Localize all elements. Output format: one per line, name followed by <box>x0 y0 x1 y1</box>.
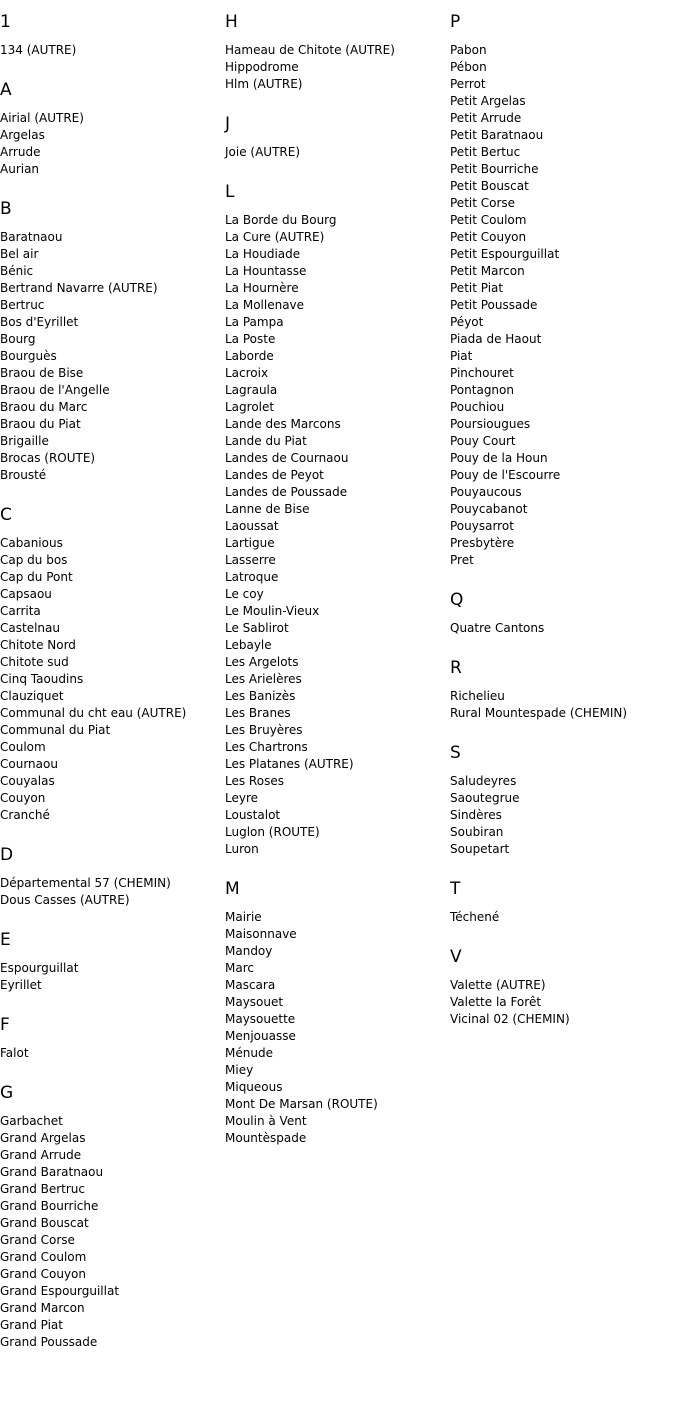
street-list-item[interactable]: Grand Marcon <box>0 1301 85 1315</box>
street-list-item[interactable]: Airial (AUTRE) <box>0 111 84 125</box>
street-list-item[interactable]: Joie (AUTRE) <box>225 145 301 159</box>
street-list-item[interactable]: 134 (AUTRE) <box>0 43 77 57</box>
section-letter-heading: 1 <box>0 12 11 32</box>
street-list-item[interactable]: Cournaou <box>0 757 58 771</box>
section-letter-heading: J <box>225 114 231 134</box>
street-list-item[interactable]: Clauziquet <box>0 689 64 703</box>
street-list-item[interactable]: Pouysarrot <box>450 519 514 533</box>
street-list-item[interactable]: Braou du Piat <box>0 417 81 431</box>
street-list-item[interactable]: Bos d'Eyrillet <box>0 315 79 329</box>
street-list-item[interactable]: Grand Espourguillat <box>0 1284 120 1298</box>
street-list-item[interactable]: Grand Bouscat <box>0 1216 89 1230</box>
street-list-item[interactable]: La Mollenave <box>225 298 305 312</box>
street-list-item[interactable]: Petit Poussade <box>450 298 538 312</box>
street-list-item[interactable]: Mountèspade <box>225 1131 307 1145</box>
street-list-item[interactable]: Leyre <box>225 791 259 805</box>
street-list-item[interactable]: Ménude <box>225 1046 273 1060</box>
street-list <box>0 535 222 824</box>
street-list-item[interactable]: Grand Argelas <box>0 1131 86 1145</box>
street-list-item[interactable]: Valette (AUTRE) <box>450 978 546 992</box>
section-letter-heading: P <box>450 12 461 32</box>
street-list-item[interactable]: Pret <box>450 553 474 567</box>
street-list-item[interactable]: Petit Coulom <box>450 213 527 227</box>
street-list-item[interactable]: Soubiran <box>450 825 504 839</box>
street-list-item[interactable]: Les Arielères <box>225 672 302 686</box>
street-list-item[interactable]: Poursiougues <box>450 417 531 431</box>
street-list-item[interactable]: Petit Argelas <box>450 94 526 108</box>
street-list-item[interactable]: Lagraula <box>225 383 278 397</box>
street-list-item[interactable]: Landes de Poussade <box>225 485 348 499</box>
street-list-item[interactable]: Laborde <box>225 349 274 363</box>
section-letter-heading: E <box>0 930 11 950</box>
street-list-item[interactable]: Petit Corse <box>450 196 516 210</box>
street-list <box>0 229 222 484</box>
section-letter-heading: A <box>0 80 12 100</box>
section-letter-heading: Q <box>450 590 464 610</box>
street-list <box>0 110 222 178</box>
street-list-item[interactable]: Grand Corse <box>0 1233 75 1247</box>
street-list-item[interactable]: Lacroix <box>225 366 269 380</box>
street-list-item[interactable]: Valette la Forêt <box>450 995 542 1009</box>
street-list-item[interactable]: Luglon (ROUTE) <box>225 825 320 839</box>
section-letter-heading: T <box>450 879 461 899</box>
street-list-item[interactable]: Carrita <box>0 604 41 618</box>
street-list-item[interactable]: Argelas <box>0 128 45 142</box>
street-list-item[interactable]: Pontagnon <box>450 383 514 397</box>
street-list-item[interactable]: Téchené <box>450 910 500 924</box>
street-list-item[interactable]: Petit Couyon <box>450 230 527 244</box>
street-list-item[interactable]: La Hournère <box>225 281 299 295</box>
street-list-item[interactable]: Dous Casses (AUTRE) <box>0 893 130 907</box>
street-list-item[interactable]: Mascara <box>225 978 276 992</box>
street-list <box>0 960 222 994</box>
street-list <box>450 688 674 722</box>
street-list-item[interactable]: Garbachet <box>0 1114 63 1128</box>
street-list-item[interactable]: Petit Baratnaou <box>450 128 544 142</box>
street-list-item[interactable]: Menjouasse <box>225 1029 296 1043</box>
street-list-item[interactable]: Arrude <box>0 145 41 159</box>
street-list-item[interactable]: Capsaou <box>0 587 52 601</box>
street-list-item[interactable]: Coulom <box>0 740 46 754</box>
street-list-item[interactable]: Mandoy <box>225 944 273 958</box>
section-letter-heading: D <box>0 845 14 865</box>
street-list-item[interactable]: La Pampa <box>225 315 284 329</box>
street-list-item[interactable]: Cranché <box>0 808 50 822</box>
street-list <box>450 42 674 569</box>
street-list-item[interactable]: Braou du Marc <box>0 400 88 414</box>
street-list-item[interactable]: Moulin à Vent <box>225 1114 307 1128</box>
street-list-item[interactable]: Sindères <box>450 808 502 822</box>
street-list-item[interactable]: Piat <box>450 349 473 363</box>
section-letter-heading: V <box>450 947 462 967</box>
street-list-item[interactable]: Pouy de l'Escourre <box>450 468 561 482</box>
street-list-item[interactable]: Lande du Piat <box>225 434 307 448</box>
street-list-item[interactable]: Vicinal 02 (CHEMIN) <box>450 1012 570 1026</box>
street-list-item[interactable]: Presbytère <box>450 536 515 550</box>
street-list-item[interactable]: Le coy <box>225 587 264 601</box>
street-list-item[interactable]: Marc <box>225 961 254 975</box>
street-list-item[interactable]: Espourguillat <box>0 961 79 975</box>
street-list-item[interactable]: Lanne de Bise <box>225 502 310 516</box>
street-list-item[interactable]: Cinq Taoudins <box>0 672 84 686</box>
section-letter-heading: M <box>225 879 240 899</box>
street-list-item[interactable]: Grand Poussade <box>0 1335 98 1349</box>
street-list <box>0 1045 222 1062</box>
street-list-item[interactable]: Brigaille <box>0 434 49 448</box>
street-list-item[interactable]: Pouy de la Houn <box>450 451 548 465</box>
street-list-item[interactable]: Richelieu <box>450 689 505 703</box>
street-list-item[interactable]: Mairie <box>225 910 262 924</box>
section-letter-heading: L <box>225 182 235 202</box>
street-list <box>450 620 674 637</box>
street-list-item[interactable]: Maysouet <box>225 995 284 1009</box>
street-list-item[interactable]: Petit Espourguillat <box>450 247 560 261</box>
street-list-item[interactable]: Bourg <box>0 332 36 346</box>
street-list-item[interactable]: Les Argelots <box>225 655 299 669</box>
street-list <box>450 909 674 926</box>
street-list-item[interactable]: Aurian <box>0 162 40 176</box>
street-list-item[interactable]: Brocas (ROUTE) <box>0 451 96 465</box>
section-letter-heading: B <box>0 199 12 219</box>
street-list-item[interactable]: Latroque <box>225 570 279 584</box>
street-list-item[interactable]: Grand Piat <box>0 1318 63 1332</box>
street-list-item[interactable]: Grand Couyon <box>0 1267 86 1281</box>
street-list-item[interactable]: Les Platanes (AUTRE) <box>225 757 354 771</box>
street-list <box>0 875 222 909</box>
street-list-item[interactable]: Petit Bertuc <box>450 145 521 159</box>
street-list-item[interactable]: Bertrand Navarre (AUTRE) <box>0 281 158 295</box>
street-list-item[interactable]: Les Chartrons <box>225 740 308 754</box>
street-list-item[interactable]: Le Moulin-Vieux <box>225 604 320 618</box>
street-list-item[interactable]: Le Sablirot <box>225 621 289 635</box>
street-list-item[interactable]: Landes de Cournaou <box>225 451 349 465</box>
street-list-item[interactable]: Lasserre <box>225 553 276 567</box>
street-list-item[interactable]: Falot <box>0 1046 29 1060</box>
street-list-item[interactable]: Mont De Marsan (ROUTE) <box>225 1097 378 1111</box>
street-list-item[interactable]: Saludeyres <box>450 774 517 788</box>
street-list-item[interactable]: Petit Arrude <box>450 111 522 125</box>
street-list-item[interactable]: Pébon <box>450 60 487 74</box>
street-list-item[interactable]: Hippodrome <box>225 60 299 74</box>
street-list-item[interactable]: Chitote Nord <box>0 638 76 652</box>
section-letter-heading: C <box>0 505 12 525</box>
street-list-item[interactable]: Miqueous <box>225 1080 283 1094</box>
street-list-item[interactable]: Rural Mountespade (CHEMIN) <box>450 706 628 720</box>
street-list-item[interactable]: Brousté <box>0 468 47 482</box>
section-letter-heading: F <box>0 1015 10 1035</box>
street-list-item[interactable]: Braou de Bise <box>0 366 84 380</box>
street-list-item[interactable]: La Poste <box>225 332 276 346</box>
street-list-item[interactable]: Castelnau <box>0 621 60 635</box>
street-list-item[interactable]: La Cure (AUTRE) <box>225 230 325 244</box>
street-list-item[interactable]: Baratnaou <box>0 230 63 244</box>
street-list-item[interactable]: Petit Bouscat <box>450 179 529 193</box>
street-list-item[interactable]: Saoutegrue <box>450 791 520 805</box>
street-list-item[interactable]: Grand Bourriche <box>0 1199 99 1213</box>
street-list-item[interactable]: Laoussat <box>225 519 279 533</box>
street-list-item[interactable]: Quatre Cantons <box>450 621 545 635</box>
street-list-item[interactable]: La Houdiade <box>225 247 301 261</box>
street-list-item[interactable]: Grand Coulom <box>0 1250 87 1264</box>
street-list <box>225 42 447 93</box>
street-list <box>0 42 222 59</box>
street-list-item[interactable]: Communal du Piat <box>0 723 111 737</box>
street-list-item[interactable]: Grand Arrude <box>0 1148 82 1162</box>
street-list-item[interactable]: Cap du Pont <box>0 570 73 584</box>
street-list-item[interactable]: Cap du bos <box>0 553 68 567</box>
index-column-1 <box>0 12 222 1372</box>
street-list-item[interactable]: Hlm (AUTRE) <box>225 77 303 91</box>
street-list-item[interactable]: Grand Baratnaou <box>0 1165 104 1179</box>
street-list <box>0 1113 222 1351</box>
street-list <box>225 212 447 858</box>
street-list-item[interactable]: Bénic <box>0 264 34 278</box>
street-list-item[interactable]: Les Roses <box>225 774 284 788</box>
street-list-item[interactable]: Maysouette <box>225 1012 296 1026</box>
street-list-item[interactable]: Eyrillet <box>0 978 42 992</box>
street-list-item[interactable]: Piada de Haout <box>450 332 542 346</box>
section-letter-heading: R <box>450 658 462 678</box>
section-letter-heading: S <box>450 743 461 763</box>
street-list-item[interactable]: Pouyaucous <box>450 485 522 499</box>
index-column-2 <box>225 12 447 1168</box>
street-list-item[interactable]: Départemental 57 (CHEMIN) <box>0 876 171 890</box>
street-list-item[interactable]: Grand Bertruc <box>0 1182 86 1196</box>
street-list-item[interactable]: Pouy Court <box>450 434 516 448</box>
street-list-item[interactable]: Lagrolet <box>225 400 275 414</box>
street-list <box>225 909 447 1147</box>
street-list-item[interactable]: La Borde du Bourg <box>225 213 337 227</box>
street-list-item[interactable]: Hameau de Chitote (AUTRE) <box>225 43 395 57</box>
street-list-item[interactable]: Petit Bourriche <box>450 162 539 176</box>
street-list-item[interactable]: Lebayle <box>225 638 272 652</box>
street-list-item[interactable]: Couyalas <box>0 774 55 788</box>
street-list-item[interactable]: Pabon <box>450 43 487 57</box>
street-list-item[interactable]: Petit Piat <box>450 281 504 295</box>
street-list-item[interactable]: Pouycabanot <box>450 502 528 516</box>
section-letter-heading: H <box>225 12 238 32</box>
street-list-item[interactable]: Bertruc <box>0 298 45 312</box>
street-list-item[interactable]: Péyot <box>450 315 484 329</box>
street-list-item[interactable]: Les Bruyères <box>225 723 303 737</box>
street-list-item[interactable]: Communal du cht eau (AUTRE) <box>0 706 187 720</box>
street-list-item[interactable]: La Hountasse <box>225 264 307 278</box>
street-list-item[interactable]: Maisonnave <box>225 927 297 941</box>
street-list-item[interactable]: Bourguès <box>0 349 57 363</box>
street-list-item[interactable]: Landes de Peyot <box>225 468 324 482</box>
street-list-item[interactable]: Braou de l'Angelle <box>0 383 110 397</box>
street-list-item[interactable]: Loustalot <box>225 808 281 822</box>
street-list-item[interactable]: Miey <box>225 1063 254 1077</box>
street-list-item[interactable]: Luron <box>225 842 259 856</box>
section-letter-heading: G <box>0 1083 14 1103</box>
street-list-item[interactable]: Couyon <box>0 791 46 805</box>
street-list-item[interactable]: Bel air <box>0 247 39 261</box>
street-list-item[interactable]: Perrot <box>450 77 486 91</box>
street-list <box>450 773 674 858</box>
street-list-item[interactable]: Cabanious <box>0 536 63 550</box>
street-list-item[interactable]: Lartigue <box>225 536 275 550</box>
street-list-item[interactable]: Lande des Marcons <box>225 417 341 431</box>
street-list-item[interactable]: Pouchiou <box>450 400 505 414</box>
street-list <box>450 977 674 1028</box>
street-list <box>225 144 447 161</box>
index-column-3 <box>450 12 674 1049</box>
street-list-item[interactable]: Pinchouret <box>450 366 514 380</box>
street-list-item[interactable]: Les Branes <box>225 706 291 720</box>
street-list-item[interactable]: Petit Marcon <box>450 264 525 278</box>
street-list-item[interactable]: Les Banizès <box>225 689 296 703</box>
street-list-item[interactable]: Chitote sud <box>0 655 69 669</box>
street-list-item[interactable]: Soupetart <box>450 842 510 856</box>
